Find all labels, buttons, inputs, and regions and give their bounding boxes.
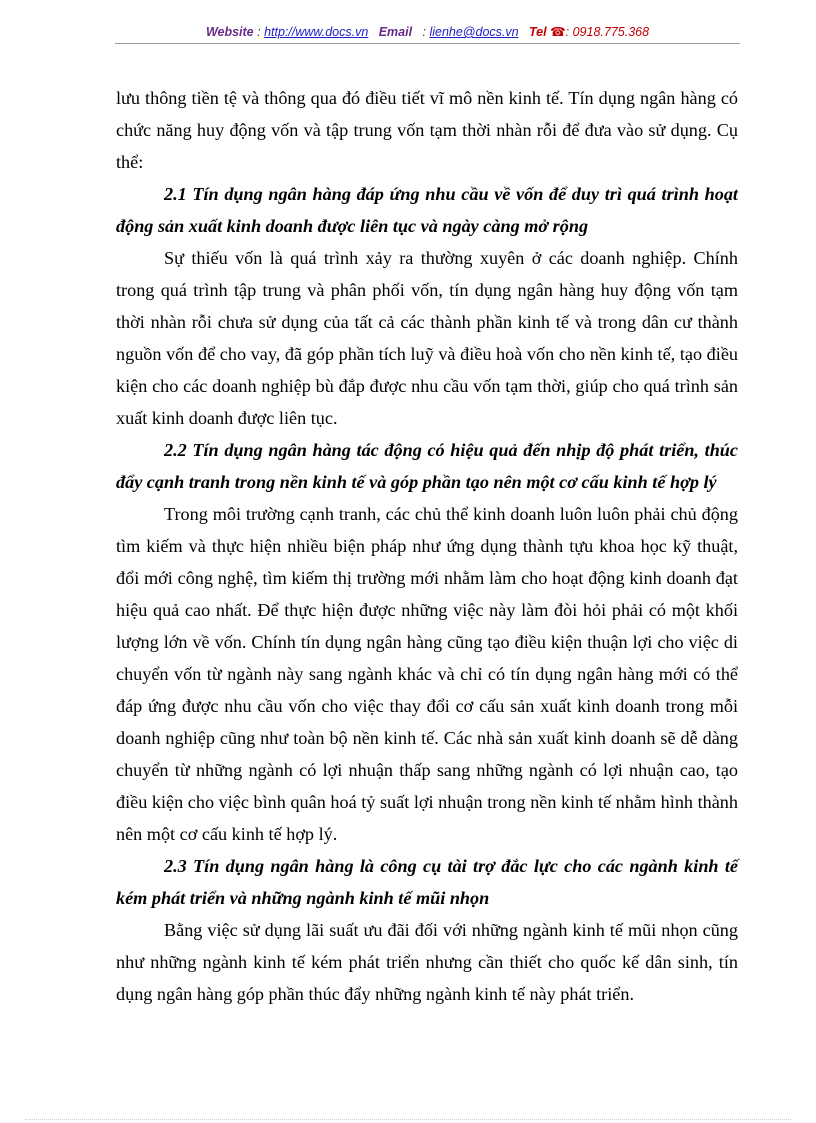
- body-paragraph: Trong môi trường cạnh tranh, các chủ thể kinh doanh luôn luôn phải chủ động tìm kiếm và thực hiện nhiều biện pháp như ứng dụng thành tựu khoa học kỹ thuật, đổi mới công nghệ, tìm kiếm thị trường mới nhằm làm cho hoạt động kinh doanh đạt hiệu quả cao nhất. Để thực hiện được những việc này làm đòi hỏi phải có một khối lượng lớn về vốn. Chính tín dụng ngân hàng cũng tạo điều kiện thuận lợi cho việc di chuyển vốn từ ngành này sang ngành khác và chỉ có tín dụng ngân hàng mới có thể đáp ứng được nhu cầu vốn cho việc thay đổi cơ cấu sản xuất kinh doanh trong mỗi doanh nghiệp cũng như toàn bộ nền kinh tế. Các nhà sản xuất kinh doanh sẽ dễ dàng chuyển từ những ngành có lợi nhuận thấp sang những ngành có lợi nhuận cao, tạo điều kiện cho việc bình quân hoá tỷ suất lợi nhuận trong nền kinh tế nhằm hình thành nên một cơ cấu kinh tế hợp lý.: [116, 504, 738, 844]
- section-heading-2-3: 2.3 Tín dụng ngân hàng là công cụ tài trợ đắc lực cho các ngành kinh tế kém phát triển và những ngành kinh tế mũi nhọn: [116, 856, 738, 908]
- body-paragraph: Bằng việc sử dụng lãi suất ưu đãi đối với những ngành kinh tế mũi nhọn cũng như những ngành kinh tế kém phát triển nhưng cần thiết cho quốc kế dân sinh, tín dụng ngân hàng góp phần thúc đẩy những ngành kinh tế này phát triển.: [116, 920, 738, 1004]
- footer-divider: [25, 1119, 791, 1120]
- page-header: [115, 24, 740, 44]
- document-body: [116, 82, 738, 1010]
- tel-label: Tel ☎: [529, 25, 566, 39]
- website-link[interactable]: http://www.docs.vn: [264, 25, 369, 39]
- email-link[interactable]: lienhe@docs.vn: [429, 25, 519, 39]
- section-heading-2-2: 2.2 Tín dụng ngân hàng tác động có hiệu quả đến nhịp độ phát triển, thúc đẩy cạnh tranh trong nền kinh tế và góp phần tạo nên một cơ cấu kinh tế hợp lý: [116, 440, 738, 492]
- email-label: Email: [378, 25, 413, 39]
- website-label: Website: [205, 25, 254, 39]
- email-separator: :: [419, 25, 430, 39]
- header-divider: [115, 43, 740, 44]
- website-separator: :: [253, 25, 265, 39]
- tel-number: : 0918.775.368: [565, 25, 650, 39]
- body-paragraph: lưu thông tiền tệ và thông qua đó điều tiết vĩ mô nền kinh tế. Tín dụng ngân hàng có chức năng huy động vốn và tập trung vốn tạm thời nhàn rỗi để đưa vào sử dụng. Cụ thể:: [116, 88, 738, 172]
- section-heading-2-1: 2.1 Tín dụng ngân hàng đáp ứng nhu cầu về vốn để duy trì quá trình hoạt động sản xuất kinh doanh được liên tục và ngày càng mở rộng: [116, 184, 738, 236]
- body-paragraph: Sự thiếu vốn là quá trình xảy ra thường xuyên ở các doanh nghiệp. Chính trong quá trình tập trung và phân phối vốn, tín dụng ngân hàng huy động vốn tạm thời nhàn rỗi chưa sử dụng của tất cả các thành phần kinh tế và trong dân cư thành nguồn vốn để cho vay, đã góp phần tích luỹ và điều hoà vốn cho nền kinh tế, tạo điều kiện cho các doanh nghiệp bù đắp được nhu cầu vốn tạm thời, giúp cho quá trình sản xuất kinh doanh được liên tục.: [116, 248, 738, 428]
